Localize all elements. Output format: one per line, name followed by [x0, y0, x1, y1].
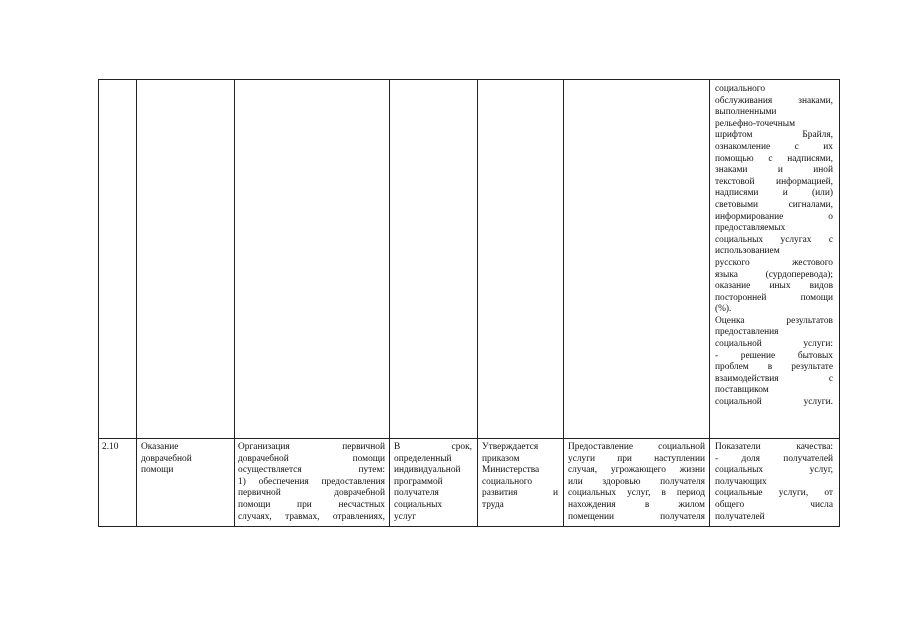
text-line: социальных услугах с — [715, 234, 833, 245]
table-bottom-border — [98, 526, 840, 527]
text-line: предоставления — [715, 327, 779, 338]
col-border-6 — [709, 79, 710, 527]
text-line: поставщиком — [715, 385, 769, 396]
text-line: Предоставление социальной — [568, 442, 705, 452]
text-line: индивидуальной — [394, 465, 461, 476]
row-divider — [98, 438, 840, 439]
col-border-5 — [563, 79, 564, 527]
text-line: - решение бытовых — [715, 350, 833, 361]
text-line: социальной услуги. — [715, 397, 833, 408]
text-line: Оказание — [141, 442, 179, 452]
text-line: шрифтом Брайля, — [715, 130, 833, 141]
text-line: или здоровью получателя — [568, 476, 705, 487]
col-border-0 — [98, 79, 99, 527]
col-border-2 — [234, 79, 235, 527]
text-line: взаимодействия с — [715, 373, 833, 384]
text-line: Показатели качества: — [715, 442, 833, 452]
text-line: использованием — [715, 246, 780, 257]
text-line: доврачебной помощи — [238, 453, 385, 464]
text-line: получателей — [715, 511, 765, 522]
services-table — [98, 79, 840, 527]
table-top-border — [98, 79, 840, 80]
text-line: помощи — [141, 465, 174, 476]
quality-indicators — [715, 442, 833, 523]
text-line: текстовой информацией, — [715, 176, 833, 187]
text-line: Организация первичной — [238, 442, 385, 452]
text-line: случаях, травмах, отравлениях, — [238, 511, 385, 522]
text-line: доврачебной — [141, 453, 192, 464]
text-line: Утверждается — [482, 442, 539, 452]
text-line: - доля получателей — [715, 453, 833, 464]
text-line: общего числа — [715, 499, 833, 510]
col-border-4 — [477, 79, 478, 527]
text-line: развития и — [482, 488, 558, 499]
text-line: знаками и иной — [715, 165, 833, 176]
quality-indicators-continued — [715, 84, 833, 409]
text-line: информирование о — [715, 211, 833, 222]
text-line: социальных услуг, в период — [568, 488, 705, 499]
col-border-1 — [136, 79, 137, 527]
text-line: предоставляемых — [715, 223, 786, 234]
text-line: посторонней помощи — [715, 292, 833, 303]
text-line: услуг — [394, 511, 417, 522]
row-number: 2.10 — [102, 442, 119, 452]
service-description — [238, 442, 385, 523]
text-line: приказом — [482, 453, 520, 464]
text-line: социального — [482, 476, 533, 487]
text-line: помощью с надписями, — [715, 153, 833, 164]
text-line: социального — [715, 84, 766, 94]
text-line: нахождения в жилом — [568, 499, 705, 510]
text-line: труда — [482, 499, 504, 510]
text-line: социальные услуги, от — [715, 488, 833, 499]
norm-document — [482, 442, 558, 512]
text-line: ознакомление с их — [715, 141, 833, 152]
service-name — [141, 442, 231, 477]
text-line: осуществляется путем: — [238, 465, 385, 476]
text-line: социальных — [394, 499, 443, 510]
text-line: Оценка результатов — [715, 315, 833, 326]
text-line: определенный — [394, 453, 452, 464]
text-line: помещении получателя — [568, 511, 705, 522]
text-line: случая, угрожающего жизни — [568, 465, 705, 476]
service-conditions — [568, 442, 705, 523]
text-line: выполненными — [715, 107, 777, 118]
text-line: программой — [394, 476, 443, 487]
text-line: надписями и (или) — [715, 188, 833, 199]
text-line: русского жестового — [715, 257, 833, 268]
text-line: языка (сурдоперевода); — [715, 269, 833, 280]
text-line: первичной доврачебной — [238, 488, 385, 499]
text-line: проблем в результате — [715, 362, 833, 373]
text-line: получателя — [394, 488, 439, 499]
text-line: помощи при несчастных — [238, 499, 385, 510]
col-border-7 — [839, 79, 840, 527]
text-line: оказание иных видов — [715, 281, 833, 292]
text-line: услуги при наступлении — [568, 453, 705, 464]
text-line: обслуживания знаками, — [715, 95, 833, 106]
text-line: получающих — [715, 476, 767, 487]
text-line: социальных услуг, — [715, 465, 833, 476]
text-line: социальной услуги: — [715, 339, 833, 350]
text-line: В срок, — [394, 442, 472, 452]
text-line: рельефно-точечным — [715, 118, 796, 129]
text-line: световыми сигналами, — [715, 199, 833, 210]
text-line: 1) обеспечения предоставления — [238, 476, 385, 487]
service-term — [394, 442, 472, 523]
text-line: (%). — [715, 304, 732, 315]
text-line: Министерства — [482, 465, 540, 476]
col-border-3 — [389, 79, 390, 527]
